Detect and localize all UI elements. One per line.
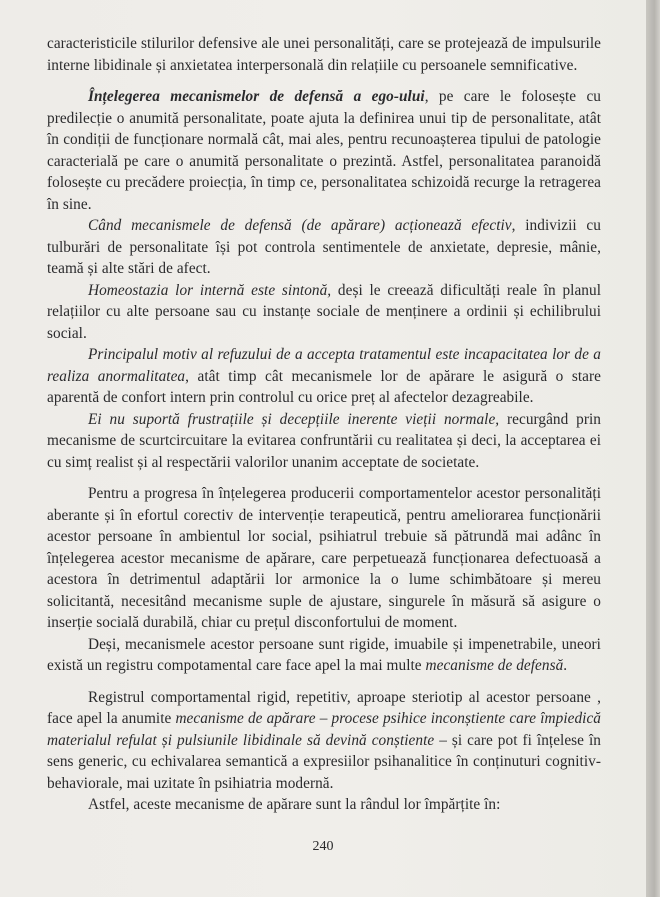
text-run: . [563,657,568,674]
paragraph-5 [47,344,601,409]
paragraph-4 [47,280,601,345]
italic-phrase: Ei nu suportă frustrațiile și decepțiile inerente vieții normale, [88,410,500,428]
text-run: caracteristicile stilurilor defensive ale unei personalități, care se protejează de impulsurile interne libidinale și anxietatea interpersonală din relațiile cu persoanele semnificative. [47,35,601,74]
italic-phrase: Principalul motiv al refuzului de a accepta tratamentul este incapacitatea lor de a realiza anormalitatea [47,346,601,385]
body-text [47,33,601,816]
text-run: Deși, mecanismele acestor persoane sunt rigide, imuabile și impenetrabile, uneori există un registru compotamental care face apel la mai multe [47,635,601,674]
italic-phrase: mecanisme de apărare – procese psihice inconștiente care împiedică materialul refulat și pulsiunile libidinale să devină conștiente [47,710,601,749]
text-run: recurgând prin mecanisme de scurtcircuitare la evitarea confruntării cu realitatea și deci, la acceptarea ei cu simț realist și al respectării valorilor unanim acceptate de societate. [47,410,601,471]
paragraph-10 [47,794,601,816]
text-run: deși le creează dificultăți reale în planul relațiilor cu alte persoane sau cu instanțe sociale de menținere a ordinii și echilibrului social. [47,281,601,342]
text-run: , pe care le folosește cu predilecție o anumită personalitate, poate ajuta la definirea unui tip de personalitate, atât în condiții de funcționare normală cât, mai ales, pentru recunoașterea tipului de patologie caracterială pe care o anumită personalitate o prezintă. Astfel, personalitatea paranoidă folosește cu precădere proiecția, în timp ce, personalitatea schizoidă recurge la retragerea în sine. [47,88,601,213]
italic-phrase: mecanisme de defensă [425,657,564,674]
text-run: , atât timp cât mecanismele lor de apărare le asigură o stare aparentă de confort intern prin controlul cu orice preț al afectelor dezagreabile. [47,367,602,406]
paragraph-6 [47,409,601,474]
paragraph-3 [47,215,601,280]
italic-phrase: Când mecanismele de defensă (de apărare) acționează efectiv [88,217,512,234]
paragraph-9 [47,687,601,795]
text-run: – și care pot fi înțelese în sens generic, cu echivalarea semantică a expresiilor psihanalitice în conținuturi cognitiv-behaviorale, mai uzitate în psihiatria modernă. [47,731,601,792]
page-number: 240 [312,839,334,854]
text-run: Registrul comportamental rigid, repetitiv, aproape steriotip al acestor persoane , face apel la anumite [47,688,601,727]
text-run: Astfel, aceste mecanisme de apărare sunt la rândul lor împărțite în: [88,796,501,813]
italic-phrase: Homeostazia lor internă este sintonă, [88,281,332,299]
paragraph-2 [47,86,601,215]
page-edge [646,0,660,897]
paragraph-1 [47,33,601,76]
paragraph-8 [47,634,601,677]
text-run: , indivizii cu tulburări de personalitate își pot controla sentimentele de anxietate, depresie, mânie, teamă și alte stări de afect. [47,217,601,277]
text-run: Pentru a progresa în înțelegerea producerii comportamentelor acestor personalități aberante și în efortul corectiv de intervenție terapeutică, pentru ameliorarea funcționării acestor persoane în ambientul lor social, psihiatrul trebuie să pătrundă mai adânc în înțelegerea acestor mecanisme de apărare, care perpetuează funcționarea defectuoasă a acestora în detrimentul adaptării lor armonice la o lume schimbătoare și mereu solicitantă, necesitând mecanisme suple de ajustare, singurele în măsură să asigure o inserție socială durabilă, chiar cu prețul disconfortului de moment. [47,485,601,631]
bold-italic-heading: Înțelegerea mecanismelor de defensă a ego-ului [88,88,425,105]
paragraph-7 [47,483,601,634]
